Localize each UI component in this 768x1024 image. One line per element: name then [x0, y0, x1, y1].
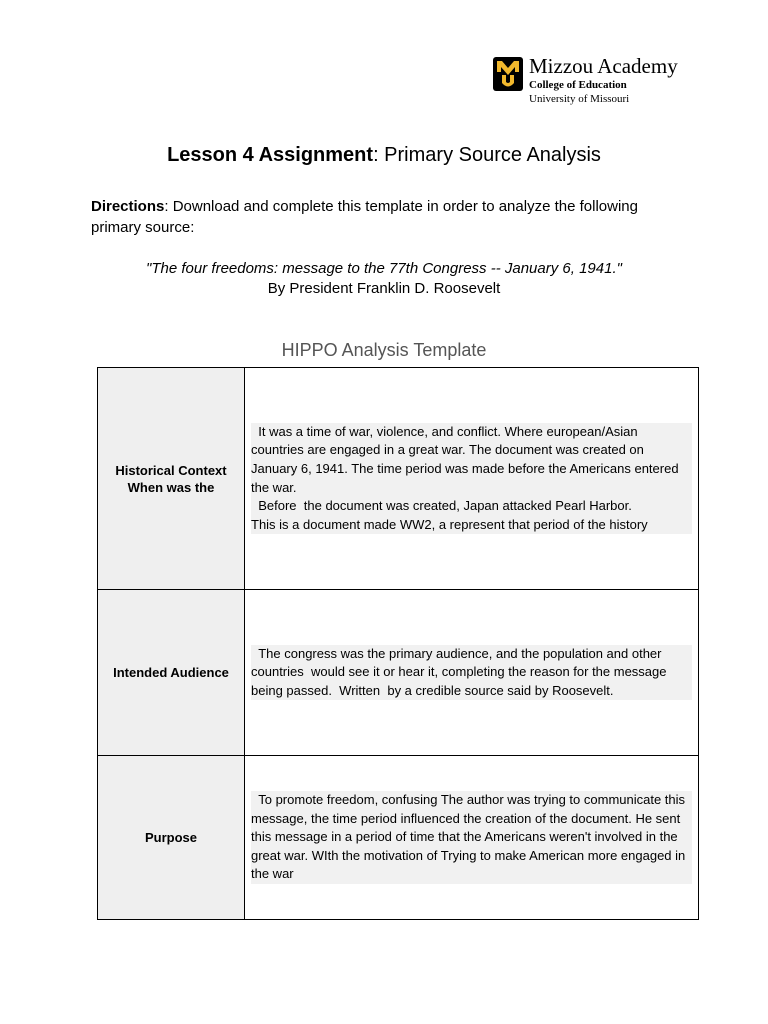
- source-quote: "The four freedoms: message to the 77th Congress -- January 6, 1941.": [146, 260, 622, 277]
- logo-college: College of Education: [529, 79, 627, 91]
- row-answer: It was a time of war, violence, and conflict. Where european/Asian countries are engaged in a great war. The document was created on January 6, 1941. The time period was made before the Americans entered the war. Before the document was created, Japan attacked Pearl Harbor. This is a document made WW2, a represent that period of the history: [251, 423, 692, 535]
- table-title: HIPPO Analysis Template: [281, 340, 487, 360]
- row-answer: The congress was the primary audience, and the population and other countries would see it or hear it, completing the reason for the message being passed. Written by a credible source said by Roosevelt.: [251, 645, 692, 701]
- logo-name: Mizzou Academy: [529, 54, 678, 78]
- directions-text: : Download and complete this template in order to analyze the following primary source:: [91, 198, 638, 236]
- logo-university: University of Missouri: [529, 93, 630, 105]
- title-bold: Lesson 4 Assignment: [167, 144, 374, 166]
- title-rest: : Primary Source Analysis: [373, 144, 601, 166]
- row-answer: To promote freedom, confusing The author was trying to communicate this message, the time period influenced the creation of the document. He sent this message in a period of time that the Americans weren't involved in the great war. WIth the motivation of Trying to make American more engaged in the war: [251, 791, 692, 884]
- source-citation: [0, 259, 768, 299]
- table-row: [98, 755, 698, 919]
- row-label: Purpose: [98, 756, 245, 919]
- row-answer-cell[interactable]: [245, 756, 698, 919]
- directions-label: Directions: [91, 198, 165, 215]
- mizzou-logo: [493, 54, 693, 110]
- source-author: By President Franklin D. Roosevelt: [267, 280, 501, 297]
- page-title: [0, 143, 768, 167]
- mizzou-shield-icon: [493, 57, 523, 91]
- hippo-table: [97, 367, 699, 920]
- row-label: Intended Audience: [98, 590, 245, 755]
- directions: [91, 196, 671, 238]
- row-label: Historical Context When was the: [98, 368, 245, 589]
- table-row: [98, 368, 698, 589]
- row-answer-cell[interactable]: [245, 590, 698, 755]
- table-row: [98, 589, 698, 755]
- row-answer-cell[interactable]: [245, 368, 698, 589]
